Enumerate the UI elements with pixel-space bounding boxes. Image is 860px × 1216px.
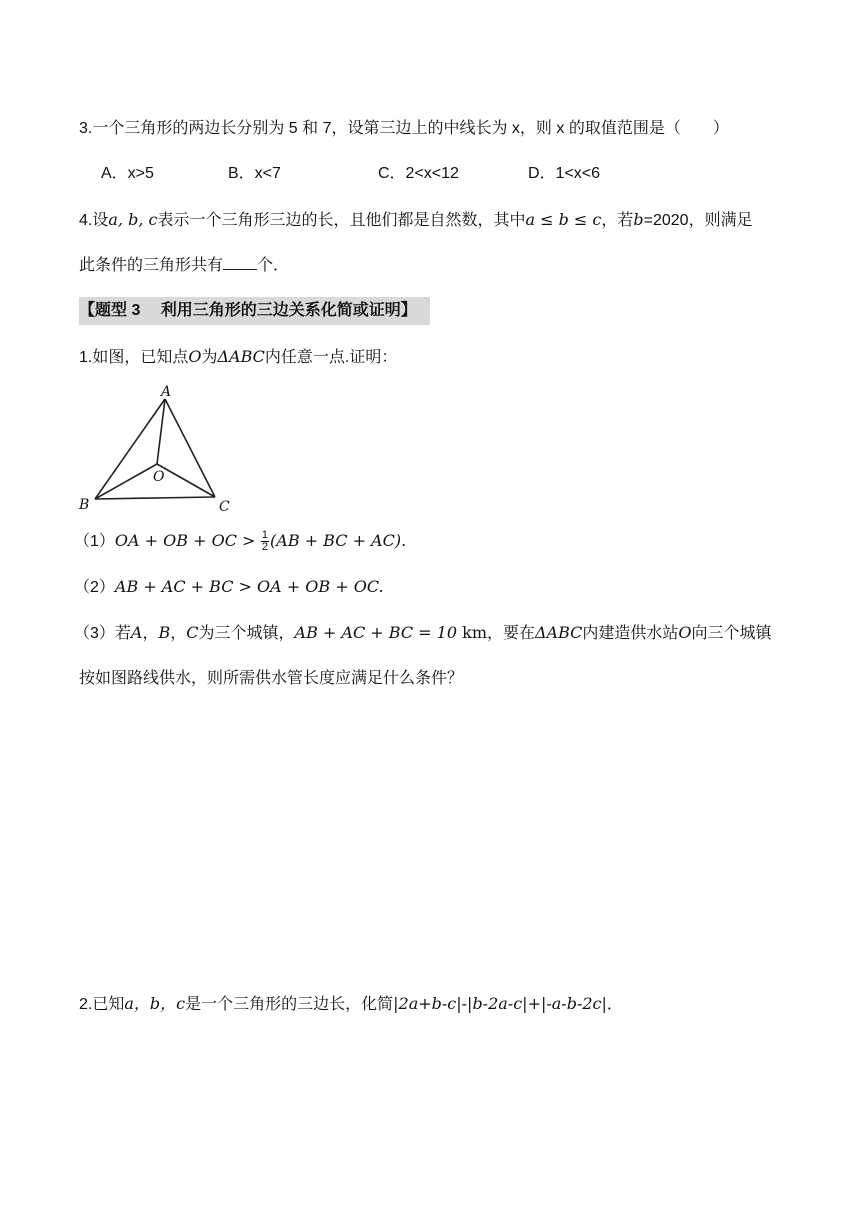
p2-expression: |2a+b-c|-|b-2a-c|+|-a-b-2c| <box>393 994 607 1013</box>
part-3-end: 向三个城镇 <box>691 625 772 642</box>
question-4-line-1 <box>79 209 753 232</box>
p2-mid: 是一个三角形的三边长，化简 <box>185 996 394 1013</box>
answer-blank[interactable] <box>223 255 257 270</box>
p2-prefix: 2.已知 <box>79 996 125 1013</box>
p2-end: ． <box>606 996 623 1013</box>
part-2 <box>74 576 384 599</box>
option-c: C．2<x<12 <box>378 165 459 182</box>
part-1-rhs: (AB + BC + AC). <box>270 531 407 550</box>
edge-bc <box>95 497 215 499</box>
fraction-half <box>261 530 269 553</box>
town-a: A <box>130 623 143 642</box>
q4-mid: 表示一个三角形三边的长，且他们都是自然数，其中 <box>157 212 526 229</box>
q4-inequality: a ≤ b ≤ c <box>525 210 602 229</box>
part-1-label: （1） <box>74 533 115 550</box>
q4-line2-a: 此条件的三角形共有 <box>79 257 224 274</box>
p1-point-o: O <box>188 347 202 366</box>
label-c: C <box>219 499 230 515</box>
part-3-mid2: ，要在 <box>486 625 535 642</box>
town-c: C <box>186 623 199 642</box>
label-a: A <box>161 385 172 400</box>
part-2-expr: AB + AC + BC > OA + OB + OC. <box>114 577 384 596</box>
p1-intro-b: 为 <box>201 349 218 366</box>
q4-prefix: 4.设 <box>79 212 109 229</box>
q4-mid2: ，若 <box>601 212 634 229</box>
label-b: B <box>79 497 90 513</box>
p1-intro-a: 1.如图，已知点 <box>79 349 189 366</box>
part-1-lhs: OA + OB + OC > <box>114 531 256 550</box>
question-4-line-2 <box>79 255 289 277</box>
part-1 <box>74 530 406 553</box>
fraction-denominator: 2 <box>261 541 269 554</box>
p1-triangle: ΔABC <box>217 347 265 366</box>
option-b: B．x<7 <box>228 165 281 182</box>
part-3-triangle: ΔABC <box>535 623 583 642</box>
part-3-label: （3）若 <box>74 625 131 642</box>
problem-2 <box>79 993 623 1016</box>
segment-ob <box>95 464 157 499</box>
part-3-mid: 为三个城镇， <box>198 625 295 642</box>
perimeter-eq: AB + AC + BC = 10 <box>294 623 458 642</box>
q4-b-var: b <box>633 210 644 229</box>
part-2-label: （2） <box>74 579 115 596</box>
q4-vars: a, b, c <box>108 210 158 229</box>
section-heading: 【题型 3 利用三角形的三边关系化简或证明】 <box>79 297 430 325</box>
p1-intro-c: 内任意一点.证明： <box>264 349 398 366</box>
p2-vars: a，b，c <box>124 994 186 1013</box>
option-d: D．1<x<6 <box>528 165 601 182</box>
problem-1-intro <box>79 346 397 369</box>
fraction-numerator: 1 <box>261 529 269 542</box>
part-3-line-2: 按如图路线供水，则所需供水管长度应满足什么条件？ <box>79 670 464 687</box>
option-a: A．x>5 <box>101 165 154 182</box>
town-b: B <box>158 623 171 642</box>
question-3-text: 3.一个三角形的两边长分别为 5 和 7，设第三边上的中线长为 x，则 x 的取值范围是（ ） <box>79 120 729 137</box>
label-o: O <box>153 469 165 485</box>
unit-km: km <box>457 623 487 642</box>
triangle-figure <box>77 385 237 515</box>
q4-tail: =2020，则满足 <box>643 212 753 229</box>
part-3-mid3: 内建造供水站 <box>582 625 679 642</box>
part-3-o: O <box>678 623 692 642</box>
sep-1: ， <box>142 625 159 642</box>
part-3-line-1 <box>74 622 772 645</box>
sep-2: ， <box>170 625 187 642</box>
q4-line2-b: 个． <box>257 257 290 274</box>
